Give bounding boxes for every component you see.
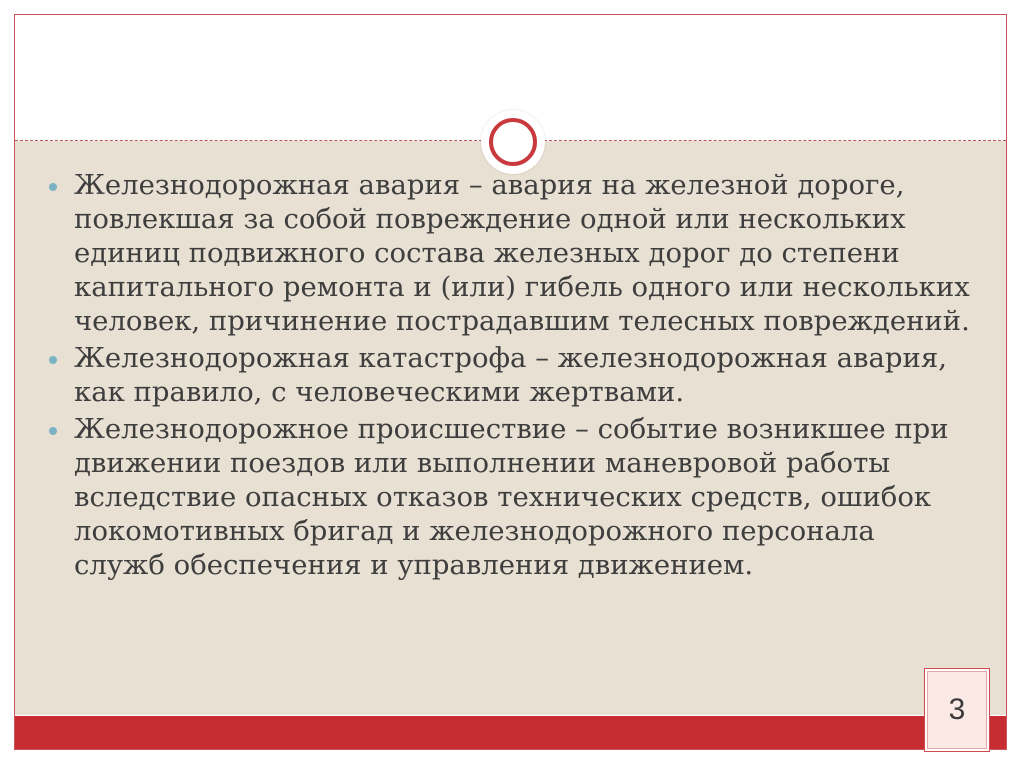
bullet-text: Железнодорожное происшествие – событие возникшее при движении поездов или выполнении маневровой работы вследствие опасных отказов технических средств, ошибок локомотивных бригад и железнодорожного персонала служб обеспечения и управления движением. [74, 413, 949, 581]
bullet-icon [49, 427, 57, 435]
bullet-text: Железнодорожная катастрофа – железнодорожная авария, как правило, с человеческими жертвами. [74, 342, 947, 408]
circle-icon [489, 118, 537, 166]
bullet-text: Железнодорожная авария – авария на железной дороге, повлекшая за собой повреждение одной или нескольких единиц подвижного состава железных дорог до степени капитального ремонта и (или) гибель одного или нескольких человек, причинение пострадавшим телесных повреждений. [74, 169, 970, 337]
list-item [44, 412, 974, 582]
list-item [44, 341, 974, 409]
bullet-icon [49, 183, 57, 191]
bottom-accent-bar [15, 716, 1006, 749]
bullet-list [44, 168, 974, 585]
list-item [44, 168, 974, 338]
page-number: 3 [927, 671, 987, 749]
bullet-icon [49, 356, 57, 364]
